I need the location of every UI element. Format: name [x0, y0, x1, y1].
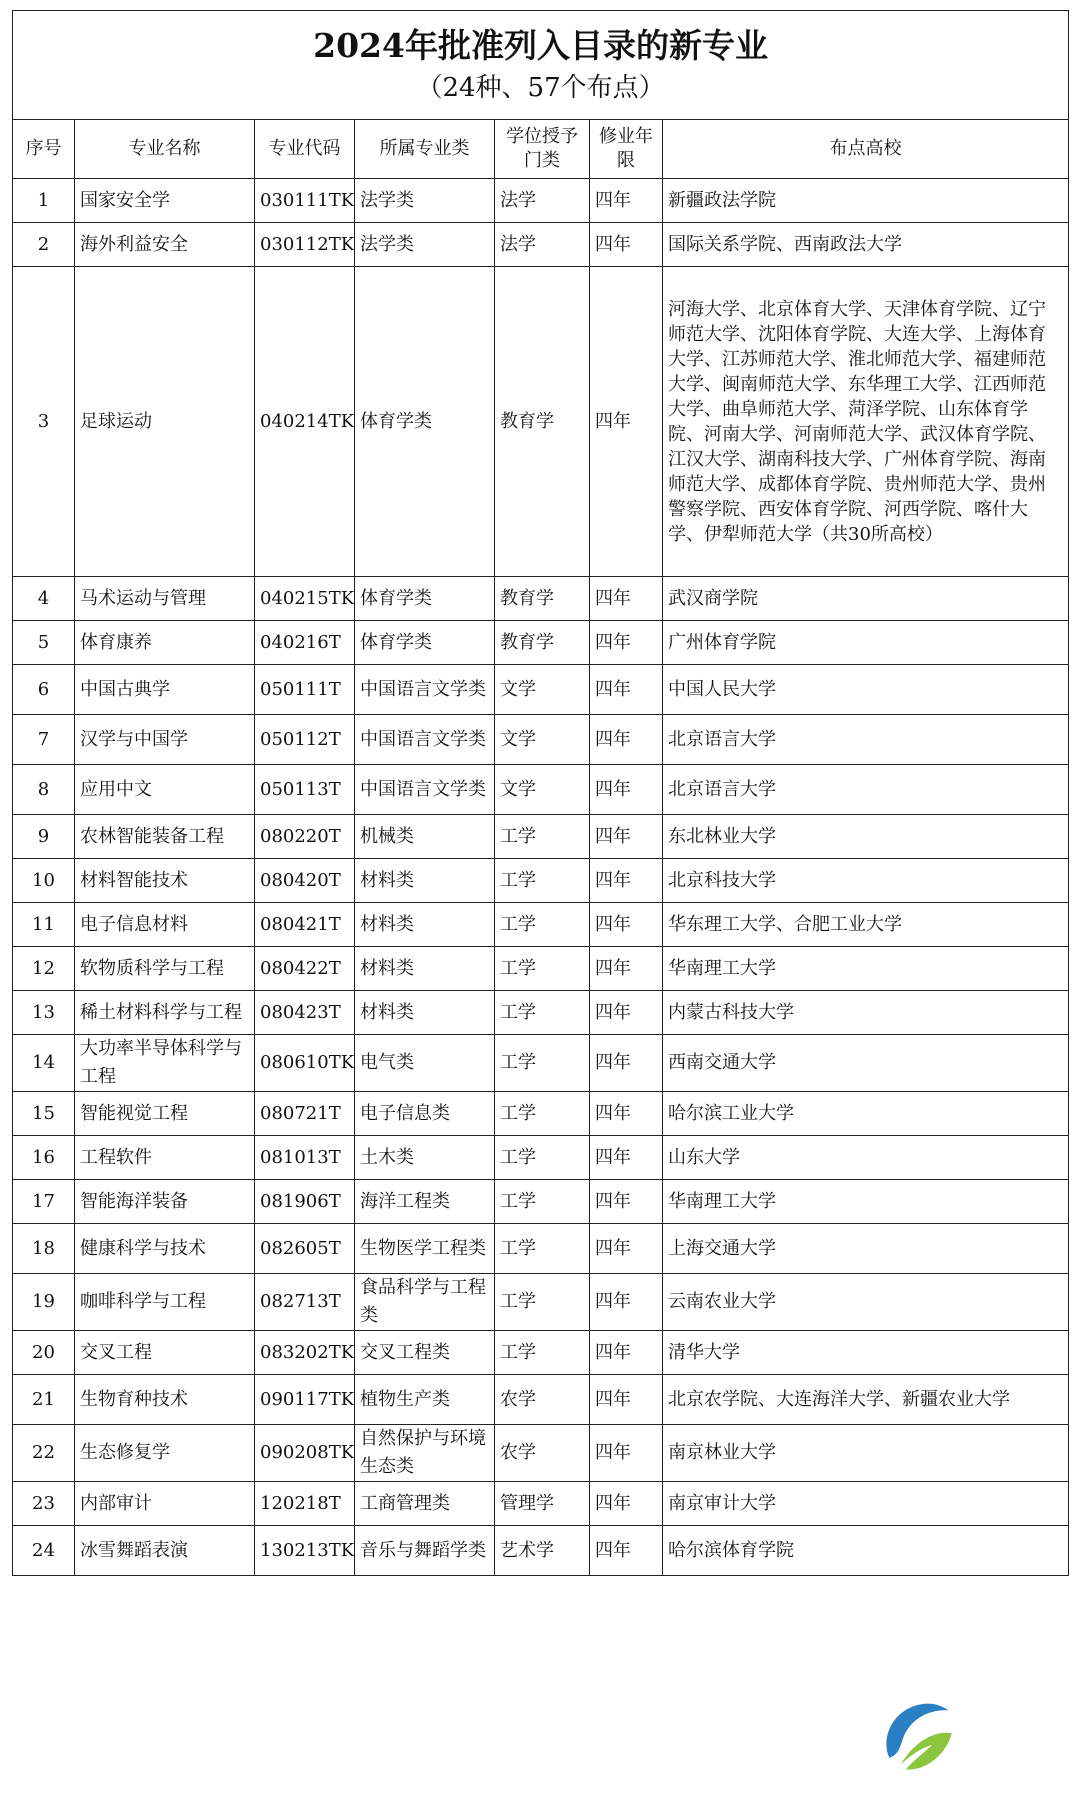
- cell-years: 四年: [590, 1035, 663, 1092]
- cell-code: 080423T: [255, 991, 355, 1035]
- cell-name: 智能视觉工程: [75, 1092, 255, 1136]
- cell-degree: 工学: [495, 991, 590, 1035]
- table-row: [13, 621, 1069, 665]
- cell-degree: 农学: [495, 1375, 590, 1425]
- cell-name: 交叉工程: [75, 1331, 255, 1375]
- cell-code: 080421T: [255, 903, 355, 947]
- cell-schools: 山东大学: [663, 1136, 1069, 1180]
- table-row: [13, 1274, 1069, 1331]
- table-row: [13, 577, 1069, 621]
- cell-schools: 南京审计大学: [663, 1482, 1069, 1526]
- table-row: [13, 1526, 1069, 1576]
- cell-no: 16: [13, 1136, 75, 1180]
- cell-degree: 文学: [495, 765, 590, 815]
- cell-years: 四年: [590, 1092, 663, 1136]
- header-degree: 学位授予门类: [495, 120, 590, 179]
- table-row: [13, 903, 1069, 947]
- cell-code: 130213TK: [255, 1526, 355, 1576]
- cell-category: 电气类: [355, 1035, 495, 1092]
- cell-years: 四年: [590, 991, 663, 1035]
- cell-code: 040215TK: [255, 577, 355, 621]
- cell-category: 音乐与舞蹈学类: [355, 1526, 495, 1576]
- cell-years: 四年: [590, 665, 663, 715]
- table-row: [13, 1331, 1069, 1375]
- cell-no: 11: [13, 903, 75, 947]
- cell-name: 稀土材料科学与工程: [75, 991, 255, 1035]
- table-row: [13, 1375, 1069, 1425]
- cell-code: 090208TK: [255, 1425, 355, 1482]
- header-name: 专业名称: [75, 120, 255, 179]
- cell-category: 材料类: [355, 991, 495, 1035]
- cell-name: 工程软件: [75, 1136, 255, 1180]
- cell-degree: 工学: [495, 1136, 590, 1180]
- cell-no: 4: [13, 577, 75, 621]
- cell-no: 18: [13, 1224, 75, 1274]
- table-row: [13, 715, 1069, 765]
- cell-category: 体育学类: [355, 267, 495, 577]
- cell-name: 应用中文: [75, 765, 255, 815]
- cell-code: 082713T: [255, 1274, 355, 1331]
- cell-code: 030111TK: [255, 179, 355, 223]
- cell-category: 材料类: [355, 859, 495, 903]
- cell-years: 四年: [590, 1375, 663, 1425]
- cell-no: 2: [13, 223, 75, 267]
- cell-schools: 武汉商学院: [663, 577, 1069, 621]
- cell-no: 13: [13, 991, 75, 1035]
- cell-no: 1: [13, 179, 75, 223]
- cell-degree: 工学: [495, 903, 590, 947]
- cell-category: 食品科学与工程类: [355, 1274, 495, 1331]
- cell-code: 081906T: [255, 1180, 355, 1224]
- cell-code: 040216T: [255, 621, 355, 665]
- cell-no: 20: [13, 1331, 75, 1375]
- cell-code: 040214TK: [255, 267, 355, 577]
- cell-no: 23: [13, 1482, 75, 1526]
- cell-code: 050113T: [255, 765, 355, 815]
- cell-degree: 法学: [495, 223, 590, 267]
- cell-degree: 工学: [495, 1224, 590, 1274]
- cell-no: 24: [13, 1526, 75, 1576]
- table-row: [13, 1136, 1069, 1180]
- cell-name: 智能海洋装备: [75, 1180, 255, 1224]
- cell-code: 080721T: [255, 1092, 355, 1136]
- cell-degree: 工学: [495, 859, 590, 903]
- header-schools: 布点高校: [663, 120, 1069, 179]
- title-row: [13, 11, 1069, 120]
- document-subtitle: （24种、57个布点）: [416, 73, 665, 103]
- cell-category: 材料类: [355, 947, 495, 991]
- cell-years: 四年: [590, 859, 663, 903]
- cell-name: 软物质科学与工程: [75, 947, 255, 991]
- cell-code: 083202TK: [255, 1331, 355, 1375]
- cell-degree: 工学: [495, 815, 590, 859]
- cell-years: 四年: [590, 1224, 663, 1274]
- cell-degree: 教育学: [495, 577, 590, 621]
- cell-category: 中国语言文学类: [355, 665, 495, 715]
- cell-degree: 工学: [495, 1035, 590, 1092]
- table-row: [13, 267, 1069, 577]
- majors-table: [12, 10, 1069, 1576]
- cell-schools: 华南理工大学: [663, 1180, 1069, 1224]
- cell-code: 050112T: [255, 715, 355, 765]
- cell-category: 体育学类: [355, 621, 495, 665]
- cell-schools: 内蒙古科技大学: [663, 991, 1069, 1035]
- cell-years: 四年: [590, 223, 663, 267]
- cell-schools: 北京语言大学: [663, 715, 1069, 765]
- cell-degree: 工学: [495, 1180, 590, 1224]
- cell-degree: 工学: [495, 1274, 590, 1331]
- cell-name: 汉学与中国学: [75, 715, 255, 765]
- cell-name: 电子信息材料: [75, 903, 255, 947]
- cell-degree: 文学: [495, 715, 590, 765]
- cell-no: 12: [13, 947, 75, 991]
- cell-category: 法学类: [355, 179, 495, 223]
- cell-degree: 文学: [495, 665, 590, 715]
- cell-schools: 中国人民大学: [663, 665, 1069, 715]
- cell-category: 土木类: [355, 1136, 495, 1180]
- cell-schools: 清华大学: [663, 1331, 1069, 1375]
- cell-category: 中国语言文学类: [355, 765, 495, 815]
- cell-category: 交叉工程类: [355, 1331, 495, 1375]
- cell-no: 15: [13, 1092, 75, 1136]
- cell-degree: 教育学: [495, 267, 590, 577]
- table-row: [13, 1092, 1069, 1136]
- cell-no: 8: [13, 765, 75, 815]
- cell-no: 7: [13, 715, 75, 765]
- cell-category: 中国语言文学类: [355, 715, 495, 765]
- cell-category: 体育学类: [355, 577, 495, 621]
- cell-code: 081013T: [255, 1136, 355, 1180]
- cell-schools: 哈尔滨工业大学: [663, 1092, 1069, 1136]
- cell-code: 080220T: [255, 815, 355, 859]
- cell-no: 21: [13, 1375, 75, 1425]
- header-row: [13, 120, 1069, 179]
- table-row: [13, 665, 1069, 715]
- cell-name: 海外利益安全: [75, 223, 255, 267]
- cell-name: 健康科学与技术: [75, 1224, 255, 1274]
- cell-years: 四年: [590, 621, 663, 665]
- table-body: [13, 179, 1069, 1576]
- cell-years: 四年: [590, 1136, 663, 1180]
- cell-category: 海洋工程类: [355, 1180, 495, 1224]
- cell-no: 17: [13, 1180, 75, 1224]
- cell-category: 机械类: [355, 815, 495, 859]
- leaf-swirl-logo-icon: [873, 1694, 955, 1776]
- header-years: 修业年限: [590, 120, 663, 179]
- cell-degree: 工学: [495, 947, 590, 991]
- cell-schools: 广州体育学院: [663, 621, 1069, 665]
- cell-no: 5: [13, 621, 75, 665]
- cell-name: 材料智能技术: [75, 859, 255, 903]
- cell-schools: 上海交通大学: [663, 1224, 1069, 1274]
- table-row: [13, 859, 1069, 903]
- cell-category: 材料类: [355, 903, 495, 947]
- table-row: [13, 223, 1069, 267]
- cell-schools: 华东理工大学、合肥工业大学: [663, 903, 1069, 947]
- cell-schools: 华南理工大学: [663, 947, 1069, 991]
- table-row: [13, 1224, 1069, 1274]
- cell-schools: 南京林业大学: [663, 1425, 1069, 1482]
- cell-code: 080422T: [255, 947, 355, 991]
- table-row: [13, 1482, 1069, 1526]
- title-cell: [13, 11, 1069, 120]
- cell-code: 080420T: [255, 859, 355, 903]
- cell-years: 四年: [590, 1526, 663, 1576]
- cell-category: 工商管理类: [355, 1482, 495, 1526]
- cell-no: 22: [13, 1425, 75, 1482]
- cell-category: 植物生产类: [355, 1375, 495, 1425]
- cell-years: 四年: [590, 267, 663, 577]
- cell-years: 四年: [590, 903, 663, 947]
- cell-degree: 艺术学: [495, 1526, 590, 1576]
- cell-schools: 北京语言大学: [663, 765, 1069, 815]
- header-no: 序号: [13, 120, 75, 179]
- cell-years: 四年: [590, 1482, 663, 1526]
- cell-category: 电子信息类: [355, 1092, 495, 1136]
- cell-name: 咖啡科学与工程: [75, 1274, 255, 1331]
- header-code: 专业代码: [255, 120, 355, 179]
- cell-code: 080610TK: [255, 1035, 355, 1092]
- cell-name: 内部审计: [75, 1482, 255, 1526]
- cell-code: 050111T: [255, 665, 355, 715]
- cell-years: 四年: [590, 1331, 663, 1375]
- cell-years: 四年: [590, 1425, 663, 1482]
- cell-name: 大功率半导体科学与工程: [75, 1035, 255, 1092]
- cell-schools: 西南交通大学: [663, 1035, 1069, 1092]
- table-row: [13, 179, 1069, 223]
- table-row: [13, 991, 1069, 1035]
- cell-category: 法学类: [355, 223, 495, 267]
- cell-name: 生物育种技术: [75, 1375, 255, 1425]
- cell-years: 四年: [590, 765, 663, 815]
- cell-no: 3: [13, 267, 75, 577]
- cell-no: 14: [13, 1035, 75, 1092]
- cell-years: 四年: [590, 947, 663, 991]
- cell-degree: 农学: [495, 1425, 590, 1482]
- cell-schools: 河海大学、北京体育大学、天津体育学院、辽宁师范大学、沈阳体育学院、大连大学、上海体育大学、江苏师范大学、淮北师范大学、福建师范大学、闽南师范大学、东华理工大学、江西师范大学、曲阜师范大学、菏泽学院、山东体育学院、河南大学、河南师范大学、武汉体育学院、江汉大学、湖南科技大学、广州体育学院、海南师范大学、成都体育学院、贵州师范大学、贵州警察学院、西安体育学院、河西学院、喀什大学、伊犁师范大学（共30所高校）: [663, 267, 1069, 577]
- cell-name: 足球运动: [75, 267, 255, 577]
- cell-name: 国家安全学: [75, 179, 255, 223]
- cell-code: 090117TK: [255, 1375, 355, 1425]
- cell-schools: 北京科技大学: [663, 859, 1069, 903]
- cell-no: 10: [13, 859, 75, 903]
- cell-schools: 国际关系学院、西南政法大学: [663, 223, 1069, 267]
- cell-name: 体育康养: [75, 621, 255, 665]
- cell-name: 冰雪舞蹈表演: [75, 1526, 255, 1576]
- cell-years: 四年: [590, 1274, 663, 1331]
- cell-years: 四年: [590, 577, 663, 621]
- table-row: [13, 947, 1069, 991]
- cell-no: 6: [13, 665, 75, 715]
- cell-years: 四年: [590, 179, 663, 223]
- cell-name: 农林智能装备工程: [75, 815, 255, 859]
- table-row: [13, 1425, 1069, 1482]
- document: [12, 10, 1068, 1576]
- table-row: [13, 1035, 1069, 1092]
- cell-schools: 北京农学院、大连海洋大学、新疆农业大学: [663, 1375, 1069, 1425]
- cell-schools: 新疆政法学院: [663, 179, 1069, 223]
- cell-no: 19: [13, 1274, 75, 1331]
- cell-name: 生态修复学: [75, 1425, 255, 1482]
- header-category: 所属专业类: [355, 120, 495, 179]
- cell-schools: 哈尔滨体育学院: [663, 1526, 1069, 1576]
- cell-degree: 工学: [495, 1331, 590, 1375]
- cell-degree: 管理学: [495, 1482, 590, 1526]
- cell-code: 082605T: [255, 1224, 355, 1274]
- cell-years: 四年: [590, 815, 663, 859]
- cell-category: 自然保护与环境生态类: [355, 1425, 495, 1482]
- cell-schools: 云南农业大学: [663, 1274, 1069, 1331]
- cell-schools: 东北林业大学: [663, 815, 1069, 859]
- cell-code: 030112TK: [255, 223, 355, 267]
- cell-code: 120218T: [255, 1482, 355, 1526]
- table-row: [13, 1180, 1069, 1224]
- cell-years: 四年: [590, 1180, 663, 1224]
- cell-degree: 工学: [495, 1092, 590, 1136]
- cell-degree: 法学: [495, 179, 590, 223]
- cell-no: 9: [13, 815, 75, 859]
- document-title: 2024年批准列入目录的新专业: [313, 26, 768, 65]
- cell-degree: 教育学: [495, 621, 590, 665]
- cell-years: 四年: [590, 715, 663, 765]
- table-row: [13, 765, 1069, 815]
- cell-category: 生物医学工程类: [355, 1224, 495, 1274]
- cell-name: 马术运动与管理: [75, 577, 255, 621]
- cell-name: 中国古典学: [75, 665, 255, 715]
- table-row: [13, 815, 1069, 859]
